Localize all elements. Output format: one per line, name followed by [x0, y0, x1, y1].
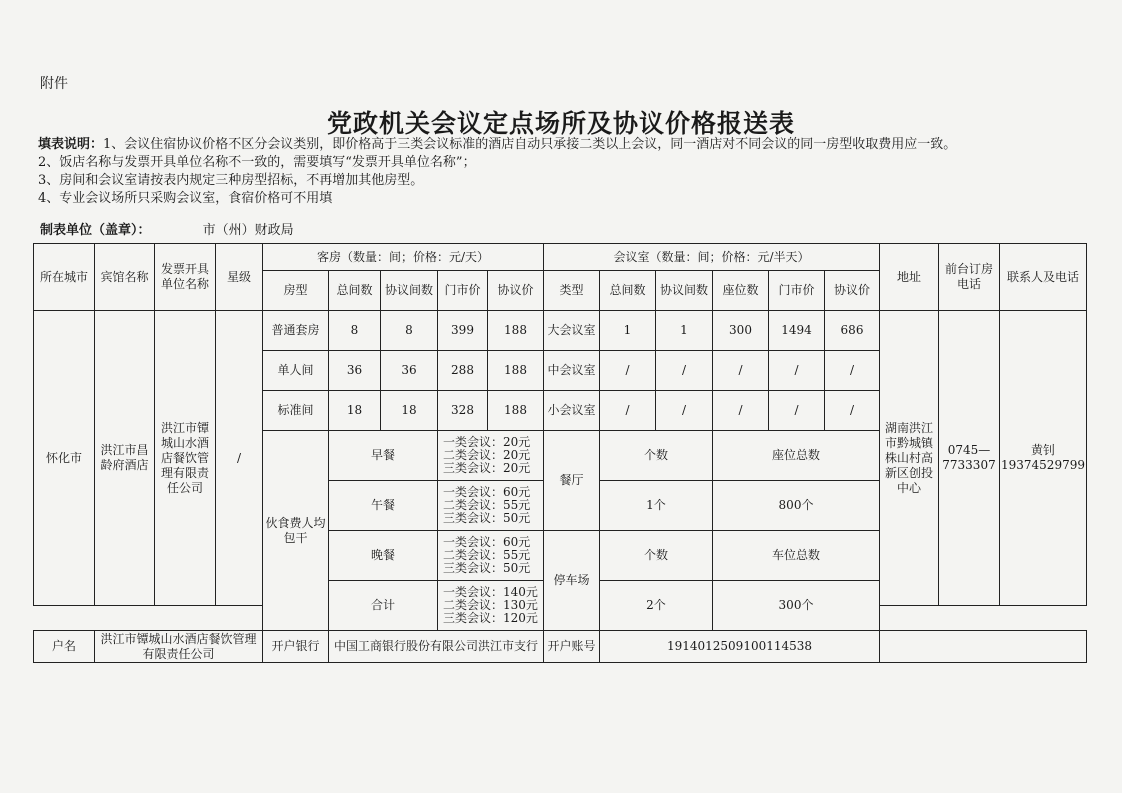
- account-no-label: 开户账号: [544, 631, 600, 663]
- header-hotel: 宾馆名称: [95, 244, 155, 311]
- meeting-col-price: 协议价: [825, 271, 880, 311]
- bank-row: [34, 631, 1087, 663]
- contact-cell: 黄钊19374529799: [1000, 311, 1087, 606]
- room-price: 188: [488, 311, 544, 351]
- meeting-type: 中会议室: [544, 351, 600, 391]
- meeting-total: 1: [600, 311, 656, 351]
- header-rooms-group: 客房（数量：间；价格：元/天）: [263, 244, 544, 271]
- meals-label: 伙食费人均包干: [263, 431, 329, 631]
- parking-spaces-header: 车位总数: [713, 531, 880, 581]
- star-cell: /: [216, 311, 263, 606]
- note-lead: 填表说明：: [38, 137, 104, 152]
- meeting-price: /: [825, 391, 880, 431]
- restaurant-label: 餐厅: [544, 431, 600, 531]
- meal-prices: 一类会议：60元 二类会议：55元 三类会议：50元: [438, 481, 544, 531]
- room-col-price: 协议价: [488, 271, 544, 311]
- header-contact: 联系人及电话: [1000, 244, 1087, 311]
- hotel-name-cell: 洪江市昌龄府酒店: [95, 311, 155, 606]
- room-agreed: 8: [381, 311, 438, 351]
- meeting-agreed: 1: [656, 311, 713, 351]
- room-price: 188: [488, 391, 544, 431]
- header-address: 地址: [880, 244, 939, 311]
- meal-prices: 一类会议：140元 二类会议：130元 三类会议：120元: [438, 581, 544, 631]
- meeting-col-type: 类型: [544, 271, 600, 311]
- room-total: 18: [329, 391, 381, 431]
- meeting-seats: 300: [713, 311, 769, 351]
- restaurant-count-header: 个数: [600, 431, 713, 481]
- parking-spaces: 300个: [713, 581, 880, 631]
- meal-prices: 一类会议：60元 二类会议：55元 三类会议：50元: [438, 531, 544, 581]
- filing-unit: [40, 219, 294, 238]
- blank-cell: [880, 631, 1087, 663]
- note-line-2: 2、饭店名称与发票开具单位名称不一致的，需要填写“发票开具单位名称”；: [38, 155, 476, 170]
- front-desk-cell: 0745—7733307: [939, 311, 1000, 606]
- meeting-col-total: 总间数: [600, 271, 656, 311]
- fill-instructions: [38, 136, 1098, 208]
- city-cell: 怀化市: [34, 311, 95, 606]
- header-star: 星级: [216, 244, 263, 311]
- invoice-unit-cell: 洪江市镡城山水酒店餐饮管理有限责任公司: [155, 311, 216, 606]
- meeting-rack: /: [769, 391, 825, 431]
- meal-name: 晚餐: [329, 531, 438, 581]
- meeting-rack: 1494: [769, 311, 825, 351]
- header-front-desk: 前台订房电话: [939, 244, 1000, 311]
- meeting-agreed: /: [656, 391, 713, 431]
- meeting-type: 小会议室: [544, 391, 600, 431]
- parking-label: 停车场: [544, 531, 600, 631]
- room-col-rack: 门市价: [438, 271, 488, 311]
- address-cell: 湖南洪江市黔城镇株山村高新区创投中心: [880, 311, 939, 606]
- meeting-rack: /: [769, 351, 825, 391]
- room-type: 单人间: [263, 351, 329, 391]
- meeting-col-seats: 座位数: [713, 271, 769, 311]
- bank-name: 中国工商银行股份有限公司洪江市支行: [329, 631, 544, 663]
- filing-unit-value: 市（州）财政局: [202, 223, 294, 238]
- room-agreed: 18: [381, 391, 438, 431]
- header-city: 所在城市: [34, 244, 95, 311]
- room-col-type: 房型: [263, 271, 329, 311]
- account-name-label: 户名: [34, 631, 95, 663]
- meeting-type: 大会议室: [544, 311, 600, 351]
- bank-label: 开户银行: [263, 631, 329, 663]
- note-line-3: 3、房间和会议室请按表内规定三种房型招标，不再增加其他房型。: [38, 173, 424, 188]
- meal-name: 合计: [329, 581, 438, 631]
- room-total: 8: [329, 311, 381, 351]
- room-col-agreed: 协议间数: [381, 271, 438, 311]
- meeting-seats: /: [713, 351, 769, 391]
- meeting-col-rack: 门市价: [769, 271, 825, 311]
- room-rack: 328: [438, 391, 488, 431]
- meal-name: 早餐: [329, 431, 438, 481]
- room-type: 普通套房: [263, 311, 329, 351]
- meeting-total: /: [600, 391, 656, 431]
- attachment-label: 附件: [40, 76, 68, 92]
- restaurant-count: 1个: [600, 481, 713, 531]
- room-rack: 399: [438, 311, 488, 351]
- meeting-col-agreed: 协议间数: [656, 271, 713, 311]
- price-report-table: [33, 243, 1087, 663]
- restaurant-seats-header: 座位总数: [713, 431, 880, 481]
- meeting-price: 686: [825, 311, 880, 351]
- meal-name: 午餐: [329, 481, 438, 531]
- account-no: 1914012509100114538: [600, 631, 880, 663]
- parking-count: 2个: [600, 581, 713, 631]
- meal-prices: 一类会议：20元 二类会议：20元 三类会议：20元: [438, 431, 544, 481]
- room-price: 188: [488, 351, 544, 391]
- meeting-agreed: /: [656, 351, 713, 391]
- header-invoice: 发票开具单位名称: [155, 244, 216, 311]
- filing-unit-label: 制表单位（盖章）：: [40, 223, 151, 238]
- note-line-1: 填表说明：1、会议住宿协议价格不区分会议类别，即价格高于三类会议标准的酒店自动只承接二类以上会议，同一酒店对不同会议的同一房型收取费用应一致。: [38, 137, 957, 152]
- meeting-total: /: [600, 351, 656, 391]
- note-line-4: 4、专业会议场所只采购会议室，食宿价格可不用填: [38, 191, 333, 206]
- meeting-seats: /: [713, 391, 769, 431]
- parking-count-header: 个数: [600, 531, 713, 581]
- room-agreed: 36: [381, 351, 438, 391]
- page-title: 党政机关会议定点场所及协议价格报送表: [326, 109, 795, 138]
- restaurant-seats: 800个: [713, 481, 880, 531]
- table-row: [34, 311, 1087, 351]
- header-meeting-group: 会议室（数量：间；价格：元/半天）: [544, 244, 880, 271]
- room-type: 标准间: [263, 391, 329, 431]
- room-total: 36: [329, 351, 381, 391]
- account-name: 洪江市镡城山水酒店餐饮管理有限责任公司: [95, 631, 263, 663]
- room-col-total: 总间数: [329, 271, 381, 311]
- room-rack: 288: [438, 351, 488, 391]
- meeting-price: /: [825, 351, 880, 391]
